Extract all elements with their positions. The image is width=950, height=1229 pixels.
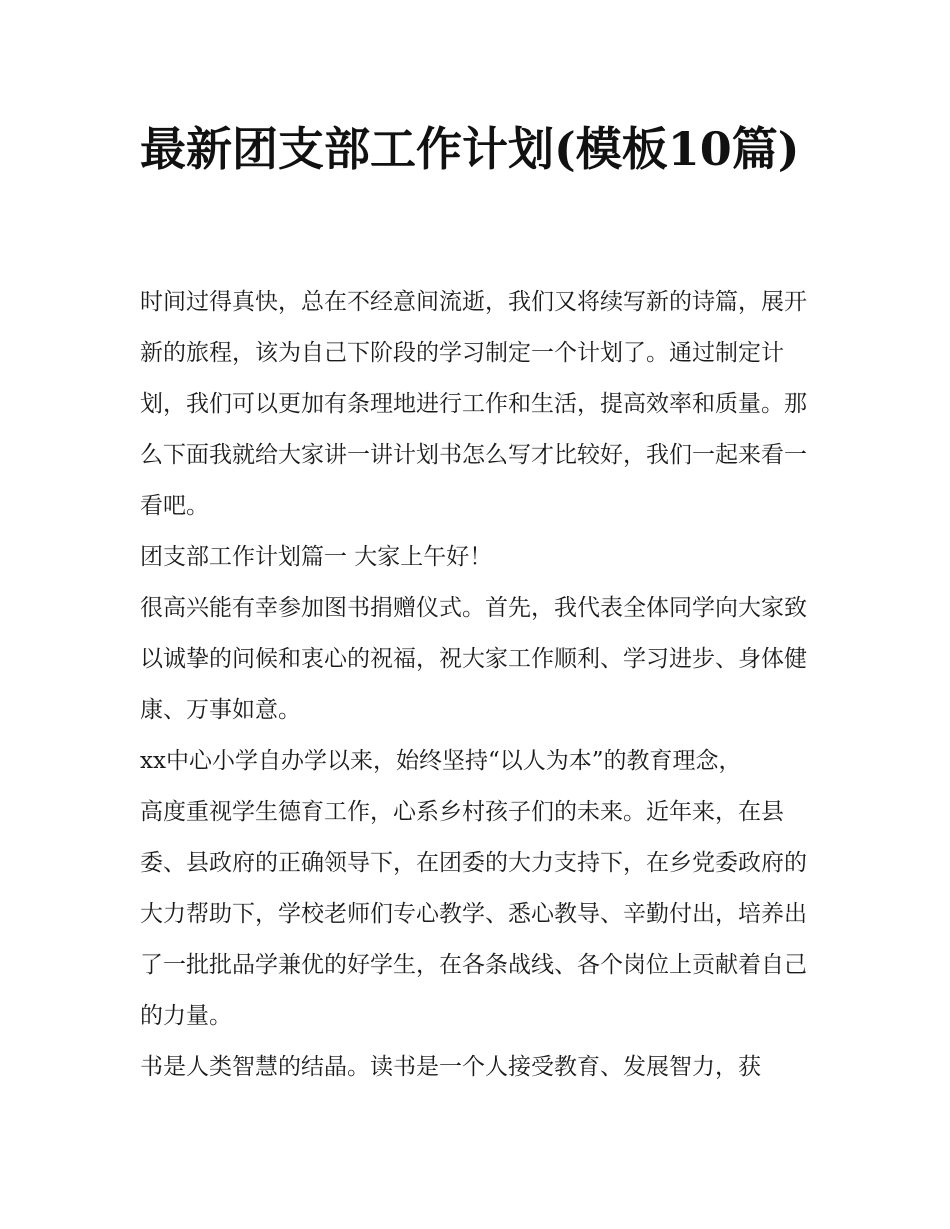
document-body (140, 277, 820, 1093)
document-title: 最新团支部工作计划(模板10篇) (140, 122, 800, 176)
paragraph-section-heading: 团支部工作计划篇一 大家上午好！ (140, 544, 493, 570)
paragraph-intro: 时间过得真快，总在不经意间流逝，我们又将续写新的诗篇，展开新的旅程，该为自己下阶段的学习制定一个计划了。通过制定计划，我们可以更加有条理地进行工作和生活，提高效率和质量。那么下面我就给大家讲一讲计划书怎么写才比较好，我们一起来看一看吧。 (140, 289, 807, 519)
paragraph-school-intro: xx中心小学自办学以来，始终坚持“以人为本”的教育理念， (140, 748, 742, 774)
paragraph-books: 书是人类智慧的结晶。读书是一个人接受教育、发展智力，获 (140, 1054, 761, 1080)
paragraph-greeting: 很高兴能有幸参加图书捐赠仪式。首先，我代表全体同学向大家致以诚挚的问候和衷心的祝福，祝大家工作顺利、学习进步、身体健康、万事如意。 (140, 595, 807, 723)
paragraph-school-achievements: 高度重视学生德育工作，心系乡村孩子们的未来。近年来，在县委、县政府的正确领导下，在团委的大力支持下，在乡党委政府的大力帮助下，学校老师们专心教学、悉心教导、辛勤付出，培养出了一批批品学兼优的好学生，在各条战线、各个岗位上贡献着自己的力量。 (140, 799, 807, 1029)
